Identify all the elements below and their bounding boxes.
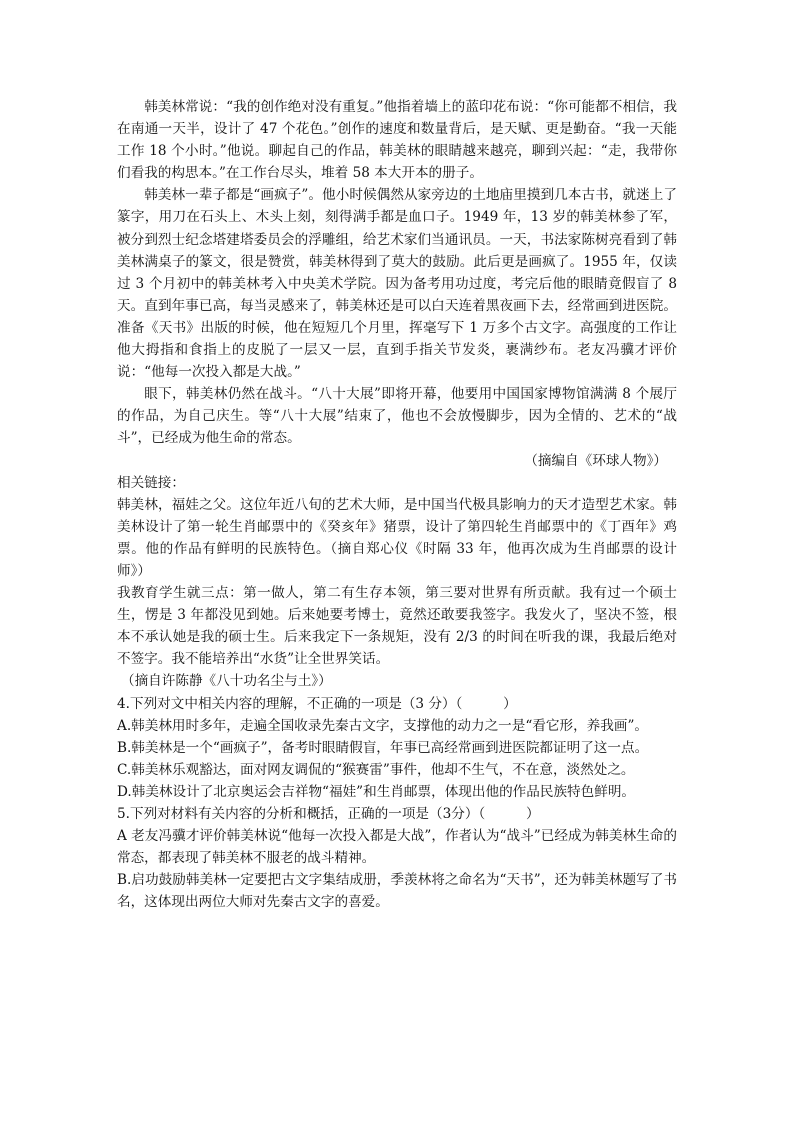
question-4-option-b: B.韩美林是一个“画疯子”，备考时眼睛假盲，年事已高经常画到进医院都证明了这一点。 [117, 739, 649, 756]
links-item-1: 韩美林，福娃之父。这位年近八旬的艺术大师，是中国当代极具影响力的天才造型艺术家。韩美林设计了第一轮生肖邮票中的《癸亥年》猪票，设计了第四轮生肖邮票中的《丁酉年》鸡票。他的作品有鲜明的民族特色。（摘自郑心仪《时隔 33 年，他再次成为生肖邮票的设计师》） [117, 496, 677, 579]
links-item-2: 我教育学生就三点：第一做人，第二有生存本领，第三要对世界有所贡献。我有过一个硕士生，愣是 3 年都没见到她。后来她要考博士，竟然还敢要我签字。我发火了，坚决不签，根本不承认她是我的硕士生。后来我定下一条规矩，没有 2/3 的时间在听我的课，我最后绝对不签字。我不能培养出“水货”让全世界笑话。 [117, 585, 677, 668]
question-4-option-d: D.韩美林设计了北京奥运会吉祥物“福娃”和生肖邮票，体现出他的作品民族特色鲜明。 [117, 783, 636, 800]
question-5-stem: 5.下列对材料有关内容的分析和概括，正确的一项是（3分）（ ） [117, 806, 540, 822]
document-page [117, 96, 677, 913]
article-source: （摘编自《环球人物》） [524, 452, 667, 469]
article-paragraph-3: 眼下，韩美林仍然在战斗。“八十大展”即将开幕，他要用中国国家博物馆满满 8 个展厅的作品，为自己庆生。等“八十大展”结束了，他也不会放慢脚步，因为全情的、艺术的“战斗”，已经成为他生命的常态。 [117, 386, 677, 447]
question-5-option-a: A 老友冯骥才评价韩美林说“他每一次投入都是大战”，作者认为“战斗”已经成为韩美林生命的常态，都表现了韩美林不服老的战斗精神。 [117, 828, 677, 867]
question-4-stem: 4.下列对文中相关内容的理解，不正确的一项是（3 分）（ ） [117, 695, 517, 712]
article-paragraph-1: 韩美林常说：“我的创作绝对没有重复。”他指着墙上的蓝印花布说：“你可能都不相信，我在南通一天半，设计了 47 个花色。”创作的速度和数量背后，是天赋、更是勤奋。“我一天能工作 18 个小时。”他说。聊起自己的作品，韩美林的眼睛越来越亮，聊到兴起：“走，我带你们看我的构思本。”在工作台尽头，堆着 58 本大开本的册子。 [117, 99, 677, 182]
article-paragraph-2: 韩美林一辈子都是“画疯子”。他小时候偶然从家旁边的土地庙里摸到几本古书，就迷上了篆字，用刀在石头上、木头上刻，刻得满手都是血口子。1949 年，13 岁的韩美林参了军，被分到烈士纪念塔建塔委员会的浮雕组，给艺术家们当通讯员。一天，书法家陈树亮看到了韩美林满桌子的篆文，很是赞赏，韩美林得到了莫大的鼓励。此后更是画疯了。1955 年，仅读过 3 个月初中的韩美林考入中央美术学院。因为备考用功过度，考完后他的眼睛竟假盲了 8 天。直到年事已高，每当灵感来了，韩美林还是可以白天连着黑夜画下去，经常画到进医院。准备《天书》出版的时候，他在短短几个月里，挥毫写下 1 万多个古文字。高强度的工作让他大拇指和食指上的皮脱了一层又一层，直到手指关节发炎，裹满纱布。老友冯骥才评价说：“他每一次投入都是大战。” [117, 187, 677, 381]
question-5-option-b: B.启功鼓励韩美林一定要把古文字集结成册，季羡林将之命名为“天书”，还为韩美林题写了书名，这体现出两位大师对先秦古文字的喜爱。 [117, 872, 677, 911]
question-4-option-c: C.韩美林乐观豁达，面对网友调侃的“猴赛雷”事件，他却不生气，不在意，淡然处之。 [117, 761, 635, 778]
links-item-2-source: （摘自许陈静《八十功名尘与土》） [121, 673, 332, 690]
question-4-option-a: A.韩美林用时多年，走遍全国收录先秦古文字，支撑他的动力之一是“看它形，养我画”。 [117, 717, 649, 734]
links-heading: 相关链接： [117, 474, 185, 491]
